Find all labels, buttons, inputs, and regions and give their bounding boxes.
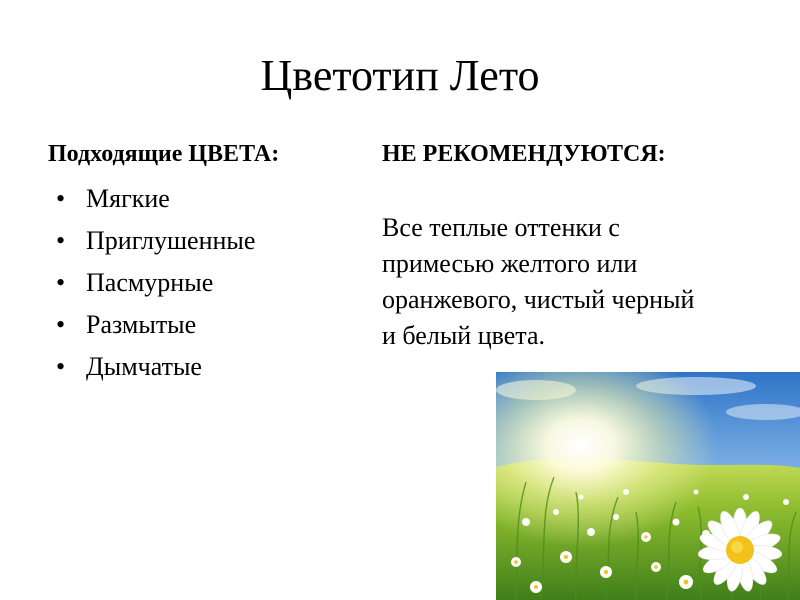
bullet-icon: • (56, 310, 66, 339)
list-item-label: Пасмурные (86, 268, 214, 297)
suitable-colors-section (48, 138, 378, 388)
list-item-label: Размытые (86, 310, 197, 339)
suitable-colors-heading: Подходящие ЦВЕТА: (48, 141, 280, 167)
bullet-icon: • (56, 352, 66, 381)
list-item-label: Мягкие (86, 184, 170, 213)
list-item (48, 304, 378, 346)
text-line: примесью желтого или (382, 249, 638, 278)
text-line: оранжевого, чистый черный (382, 285, 695, 314)
text-line: Все теплые оттенки с (382, 213, 620, 242)
suitable-colors-list (48, 178, 378, 388)
daisy-meadow-photo (496, 372, 800, 600)
text-line: и белый цвета. (382, 321, 545, 350)
not-recommended-section (382, 138, 782, 354)
list-item-label: Дымчатые (86, 352, 202, 381)
list-item (48, 262, 378, 304)
list-item (48, 220, 378, 262)
bullet-icon: • (56, 184, 66, 213)
bullet-icon: • (56, 226, 66, 255)
not-recommended-text (382, 210, 782, 354)
bullet-icon: • (56, 268, 66, 297)
not-recommended-heading: НЕ РЕКОМЕНДУЮТСЯ: (382, 141, 666, 167)
list-item (48, 346, 378, 388)
slide-title: Цветотип Лето (260, 51, 540, 100)
list-item-label: Приглушенные (86, 226, 256, 255)
list-item (48, 178, 378, 220)
daisy-meadow-image (496, 372, 800, 600)
